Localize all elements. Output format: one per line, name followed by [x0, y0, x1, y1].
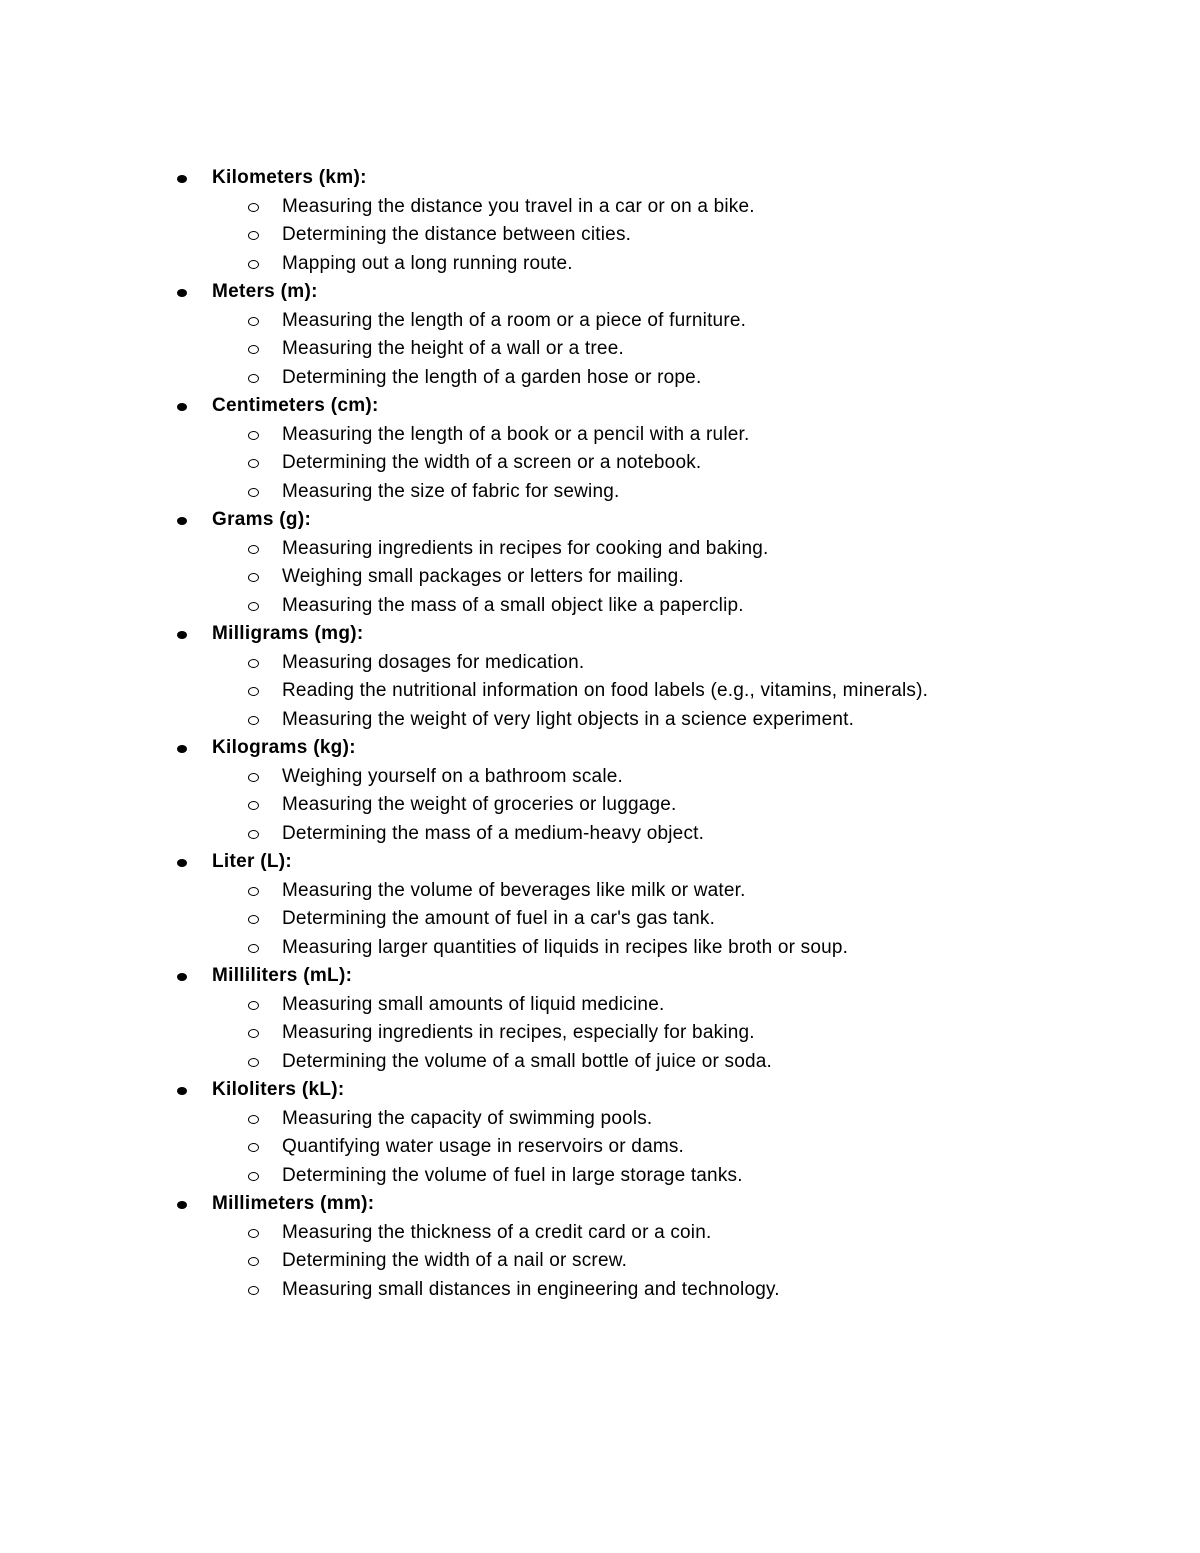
example-text: Measuring small amounts of liquid medicine. — [282, 993, 665, 1015]
example-text: Measuring ingredients in recipes for cooking and baking. — [282, 537, 769, 559]
example-text: Measuring the volume of beverages like milk or water. — [282, 879, 746, 901]
example-item — [0, 791, 1200, 820]
filled-bullet-icon — [177, 517, 187, 525]
hollow-bullet-icon — [248, 1286, 259, 1295]
example-item — [0, 905, 1200, 934]
example-item — [0, 364, 1200, 393]
example-text: Quantifying water usage in reservoirs or dams. — [282, 1136, 685, 1157]
hollow-bullet-icon — [248, 1172, 259, 1181]
unit-item — [0, 962, 1200, 1076]
unit-title: Kilograms (kg): — [212, 737, 356, 758]
unit-title: Millimeters (mm): — [212, 1193, 375, 1214]
unit-heading-row — [0, 620, 1200, 649]
unit-item — [0, 278, 1200, 392]
example-text: Measuring the weight of very light objects in a science experiment. — [282, 708, 855, 730]
hollow-bullet-icon — [248, 773, 259, 782]
example-text: Measuring the size of fabric for sewing. — [282, 480, 620, 502]
hollow-bullet-icon — [248, 1143, 259, 1152]
unit-title: Milligrams (mg): — [212, 623, 364, 644]
example-item — [0, 250, 1200, 279]
hollow-bullet-icon — [248, 1257, 259, 1266]
hollow-bullet-icon — [248, 488, 259, 497]
unit-item — [0, 620, 1200, 734]
unit-heading-row — [0, 392, 1200, 421]
hollow-bullet-icon — [248, 602, 259, 611]
document-body — [0, 164, 1200, 1304]
hollow-bullet-icon — [248, 345, 259, 354]
example-text: Measuring the length of a room or a piece of furniture. — [282, 309, 747, 331]
example-item — [0, 535, 1200, 564]
hollow-bullet-icon — [248, 915, 259, 924]
example-item — [0, 563, 1200, 592]
example-text: Measuring the length of a book or a pencil with a ruler. — [282, 423, 750, 445]
hollow-bullet-icon — [248, 1001, 259, 1010]
example-text: Determining the volume of fuel in large storage tanks. — [282, 1164, 743, 1186]
hollow-bullet-icon — [248, 944, 259, 953]
filled-bullet-icon — [177, 631, 187, 639]
hollow-bullet-icon — [248, 659, 259, 668]
hollow-bullet-icon — [248, 1229, 259, 1238]
unit-item — [0, 164, 1200, 278]
example-text: Determining the amount of fuel in a car's gas tank. — [282, 908, 716, 929]
unit-list — [0, 164, 1200, 1304]
example-item — [0, 877, 1200, 906]
example-item — [0, 706, 1200, 735]
example-text: Measuring small distances in engineering and technology. — [282, 1278, 780, 1300]
unit-heading-row — [0, 278, 1200, 307]
example-item — [0, 1105, 1200, 1134]
example-text: Measuring the capacity of swimming pools. — [282, 1107, 653, 1129]
unit-heading-row — [0, 164, 1200, 193]
example-item — [0, 649, 1200, 678]
example-text: Determining the width of a screen or a notebook. — [282, 452, 702, 473]
example-item — [0, 1276, 1200, 1305]
example-item — [0, 221, 1200, 250]
example-text: Reading the nutritional information on food labels (e.g., vitamins, minerals). — [282, 680, 929, 701]
example-item — [0, 193, 1200, 222]
example-item — [0, 335, 1200, 364]
unit-item — [0, 1076, 1200, 1190]
example-text: Measuring larger quantities of liquids in recipes like broth or soup. — [282, 936, 849, 958]
example-item — [0, 421, 1200, 450]
unit-item — [0, 506, 1200, 620]
hollow-bullet-icon — [248, 545, 259, 554]
example-item — [0, 449, 1200, 478]
example-text: Measuring the height of a wall or a tree. — [282, 338, 624, 359]
unit-heading-row — [0, 734, 1200, 763]
example-item — [0, 820, 1200, 849]
unit-item — [0, 848, 1200, 962]
unit-item — [0, 392, 1200, 506]
example-text: Measuring the weight of groceries or luggage. — [282, 794, 677, 815]
hollow-bullet-icon — [248, 887, 259, 896]
hollow-bullet-icon — [248, 431, 259, 440]
example-text: Mapping out a long running route. — [282, 252, 573, 274]
example-text: Measuring the thickness of a credit card or a coin. — [282, 1221, 712, 1243]
hollow-bullet-icon — [248, 573, 259, 582]
hollow-bullet-icon — [248, 459, 259, 468]
example-item — [0, 991, 1200, 1020]
example-text: Measuring ingredients in recipes, especially for baking. — [282, 1022, 755, 1043]
example-text: Determining the length of a garden hose or rope. — [282, 366, 702, 388]
hollow-bullet-icon — [248, 830, 259, 839]
example-item — [0, 1133, 1200, 1162]
unit-heading-row — [0, 962, 1200, 991]
example-item — [0, 1219, 1200, 1248]
unit-title: Kiloliters (kL): — [212, 1079, 345, 1100]
example-item — [0, 592, 1200, 621]
filled-bullet-icon — [177, 1201, 187, 1209]
example-item — [0, 1162, 1200, 1191]
unit-title: Grams (g): — [212, 509, 312, 530]
example-item — [0, 1019, 1200, 1048]
hollow-bullet-icon — [248, 231, 259, 240]
unit-heading-row — [0, 848, 1200, 877]
example-item — [0, 1247, 1200, 1276]
unit-heading-row — [0, 1190, 1200, 1219]
example-item — [0, 763, 1200, 792]
example-item — [0, 307, 1200, 336]
unit-title: Meters (m): — [212, 281, 318, 302]
example-item — [0, 1048, 1200, 1077]
filled-bullet-icon — [177, 973, 187, 981]
hollow-bullet-icon — [248, 317, 259, 326]
filled-bullet-icon — [177, 289, 187, 297]
hollow-bullet-icon — [248, 1058, 259, 1067]
example-text: Measuring the distance you travel in a car or on a bike. — [282, 195, 755, 217]
example-text: Determining the mass of a medium-heavy object. — [282, 822, 705, 844]
filled-bullet-icon — [177, 403, 187, 411]
unit-title: Liter (L): — [212, 851, 293, 872]
example-text: Determining the volume of a small bottle of juice or soda. — [282, 1050, 773, 1072]
hollow-bullet-icon — [248, 1029, 259, 1038]
unit-heading-row — [0, 506, 1200, 535]
filled-bullet-icon — [177, 175, 187, 183]
unit-title: Centimeters (cm): — [212, 395, 379, 416]
example-text: Determining the width of a nail or screw. — [282, 1250, 628, 1271]
example-text: Measuring dosages for medication. — [282, 651, 585, 673]
example-item — [0, 677, 1200, 706]
unit-heading-row — [0, 1076, 1200, 1105]
hollow-bullet-icon — [248, 1115, 259, 1124]
example-text: Weighing yourself on a bathroom scale. — [282, 765, 623, 787]
example-item — [0, 478, 1200, 507]
example-text: Weighing small packages or letters for mailing. — [282, 566, 684, 587]
hollow-bullet-icon — [248, 374, 259, 383]
filled-bullet-icon — [177, 745, 187, 753]
unit-title: Kilometers (km): — [212, 167, 367, 188]
hollow-bullet-icon — [248, 687, 259, 696]
example-item — [0, 934, 1200, 963]
hollow-bullet-icon — [248, 203, 259, 212]
unit-item — [0, 734, 1200, 848]
hollow-bullet-icon — [248, 801, 259, 810]
hollow-bullet-icon — [248, 260, 259, 269]
hollow-bullet-icon — [248, 716, 259, 725]
filled-bullet-icon — [177, 859, 187, 867]
example-text: Measuring the mass of a small object like a paperclip. — [282, 594, 744, 616]
filled-bullet-icon — [177, 1087, 187, 1095]
unit-title: Milliliters (mL): — [212, 965, 353, 986]
example-text: Determining the distance between cities. — [282, 224, 632, 245]
unit-item — [0, 1190, 1200, 1304]
